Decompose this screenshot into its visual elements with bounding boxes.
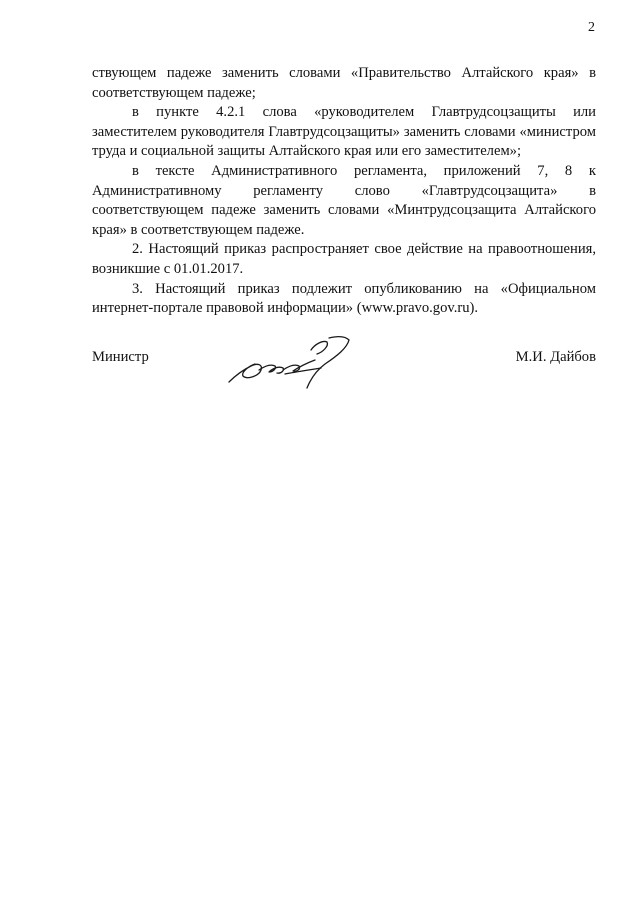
paragraph-5: 3. Настоящий приказ подлежит опубликованию на «Официальном интернет-портале правовой информации» (www.pravo.gov.ru). — [92, 280, 596, 317]
signer-title: Министр — [92, 349, 149, 365]
page-number: 2 — [588, 20, 595, 35]
document-body — [92, 64, 596, 319]
paragraph-1: ствующем падеже заменить словами «Правительство Алтайского края» в соответствующем падеже; — [92, 65, 596, 101]
signer-name: М.И. Дайбов — [515, 349, 596, 365]
paragraph-2: в пункте 4.2.1 слова «руководителем Главтрудсоцзащиты или заместителем руководителя Главтрудсоцзащиты» заменить словами «министром труда и социальной защиты Алтайского края или его заместителем»; — [92, 104, 596, 160]
paragraph-3: в тексте Административного регламента, приложений 7, 8 к Административному регламенту слово «Главтрудсоцзащита» в соответствующем падеже заменить словами «Минтрудсоцзащита Алтайского края» в соответствующем падеже. — [92, 162, 596, 238]
paragraph-4: 2. Настоящий приказ распространяет свое действие на правоотношения, возникшие с 01.01.2017. — [92, 241, 596, 277]
handwritten-signature-icon — [225, 330, 353, 392]
